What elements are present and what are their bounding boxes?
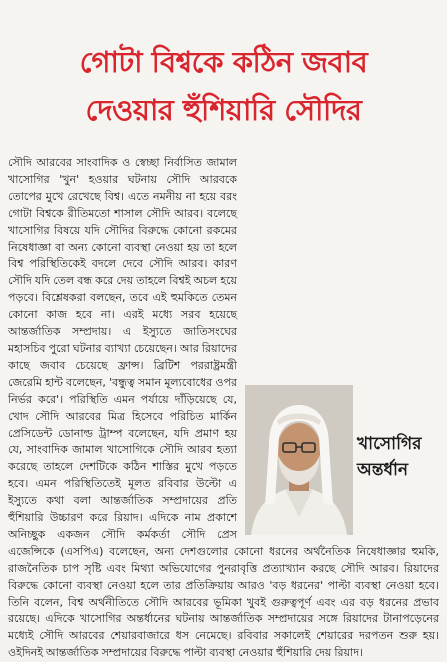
portrait-photo: [245, 385, 353, 535]
photo-caption: [357, 431, 441, 483]
article-body: [8, 155, 439, 662]
photo-box: [245, 385, 441, 535]
photo-caption-line-2: অন্তর্ধান: [357, 460, 409, 480]
headline-line-1: গোটা বিশ্বকে কঠিন জবাব: [79, 45, 368, 79]
headline: [8, 38, 439, 134]
article-paragraph: সৌদি আরবের সাংবাদিক ও স্বেচ্ছা নির্বাসিত জামাল খাসোগির 'খুন' হওয়ার ঘটনায় সৌদি আরবকে তোপের মুখে রেখেছে বিশ্ব। এতে নমনীয় না হয়ে বরং গোটা বিশ্বকে রীতিমতো শাসাল সৌদি আরব। বলেছে খাসোগির বিষয়ে যদি সৌদির বিরুদ্ধে কোনো রকমের নিষেধাজ্ঞা বা অন্য কোনো ব্যবস্থা নেওয়া হয় তা হলে বিশ্ব পরিস্থিতিকেই বদলে দেবে সৌদি আরব। কারণ সৌদি যদি তেল বন্ধ করে দেয় তাহলে বিশ্বই অচল হয়ে পড়বে। বিশ্লেষকরা বলছেন, তবে এই হুমকিতে তেমন কোনো কাজ হবে না। এরই মধ্যে সরব হয়েছে আন্তর্জাতিক সম্প্রদায়। এ ইস্যুতে জাতিসংঘের মহাসচিব পুরো ঘটনার ব্যাখ্যা চেয়েছেন। আর রিয়াদের কাছে জবাব চেয়েছে ফ্রান্স। ব্রিটিশ পররাষ্ট্রমন্ত্রী জেরেমি হান্ট বলেছেন, 'বন্ধুত্ব সমান মূল্যবোধের ওপর নির্ভর করে'। পরিস্থিতি এমন পর্যায়ে দাঁড়িয়েছে যে, খোদ সৌদি আরবের মিত্র হিসেবে পরিচিত মার্কিন প্রেসিডেন্ট ডোনাল্ড ট্রাম্প বলেছেন, যদি প্রমাণ হয় যে, সাংবাদিক জামাল খাসোগিকে সৌদি আরব হত্যা করেছে তাহলে দেশটিকে কঠিন শাস্তির মুখে পড়তে হবে। এমন পরিস্থিতিতেই মূলত রবিবার উল্টো এ ইস্যুতে কথা বলা আন্তর্জাতিক সম্প্রদায়ের প্রতি হুঁশিয়ারি উচ্চারণ করে রিয়াদ। এদিকে নাম প্রকাশে অনিচ্ছুক একজন সৌদি কর্মকর্তা সৌদি প্রেস এজেন্সিকে (এসপিএ) বলেছেন, অন্য দেশগুলোর কোনো ধরনের অর্থনৈতিক নিষেধাজ্ঞার হুমকি, রাজনৈতিক চাপ সৃষ্টি এবং মিথ্যা অভিযোগের পুনরাবৃত্তি প্রত্যাখ্যান করছে সৌদি আরব। রিয়াদের বিরুদ্ধে কোনো ব্যবস্থা নেওয়া হলে তার প্রতিক্রিয়ায় আরও 'বড় ধরনের' পাল্টা ব্যবস্থা নেওয়া হবে। তিনি বলেন, বিশ্ব অর্থনীতিতে সৌদি আরবের ভূমিকা খুবই গুরুত্বপূর্ণ এবং এর বড় ধরনের প্রভাব রয়েছে। এদিকে খাসোগির অন্তর্ধানের ঘটনায় আন্তর্জাতিক সম্প্রদায়ের সঙ্গে রিয়াদের টানাপড়েনের মধ্যেই সৌদি আরবের শেয়ারবাজারে ধস নেমেছে। রবিবার সকালেই শেয়ারের দরপতন শুরু হয়। ওইদিনই আন্তর্জাতিক সম্প্রদায়ের বিরুদ্ধে পাল্টা ব্যবস্থা নেওয়ার হুঁশিয়ারি দেয় রিয়াদ।: [8, 156, 439, 660]
photo-caption-line-1: খাসোগির: [357, 434, 422, 454]
headline-line-2: দেওয়ার হুঁশিয়ারি সৌদির: [85, 93, 362, 127]
